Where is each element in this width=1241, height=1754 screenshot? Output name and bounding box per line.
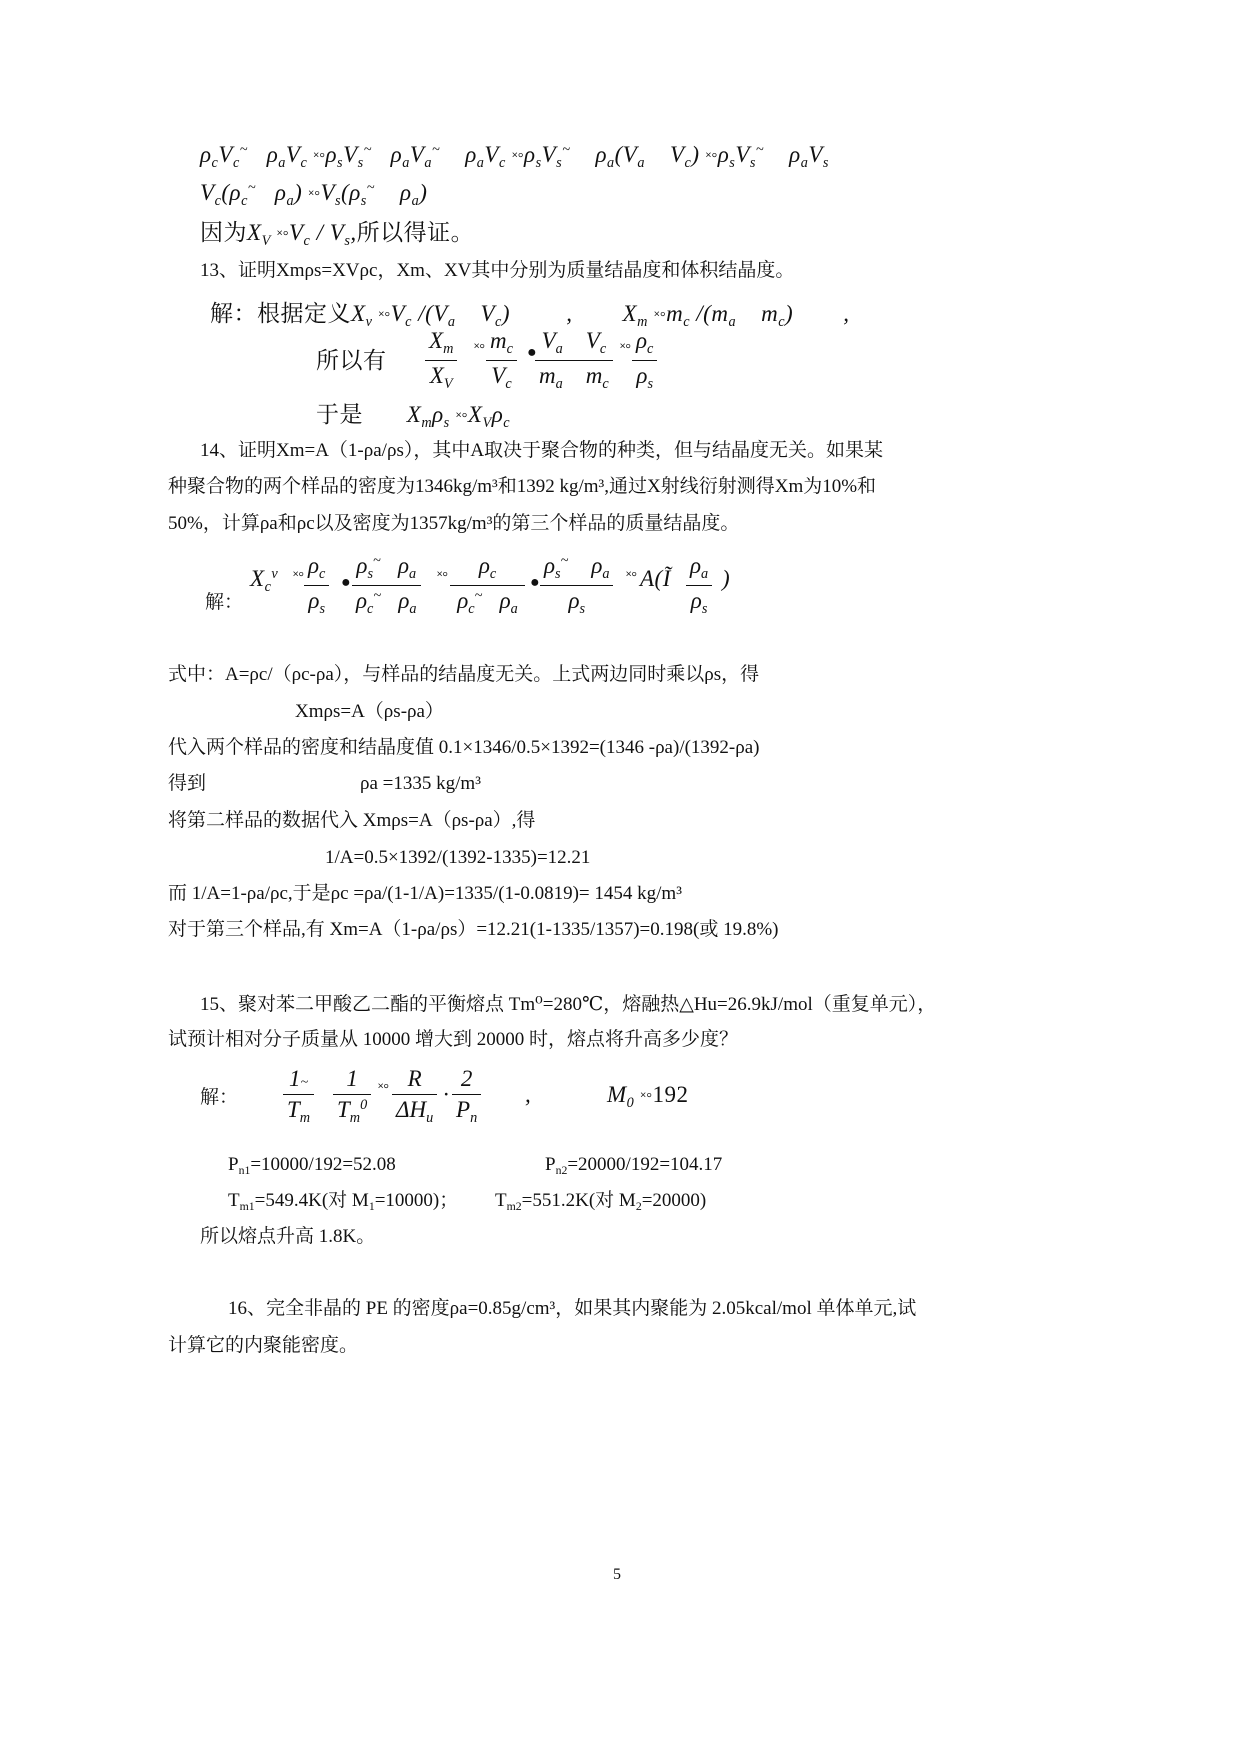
proof-equation-line-1: $\rho_cV_c^\sim$ $\rho_aV_c$ $˟^\circ\rho_sV_s^\sim$ $\rho_aV_a^\sim$ $\rho_aV_c$ $˟^\circ\rho_sV_s^\sim$ $\rho_a(V_a$ $V_c$) $˟^\circ\rho_sV_s^\sim$ $\rho_aV_s$ — [200, 142, 829, 171]
q14-close-paren: ) — [722, 566, 731, 591]
q15-dot: · — [443, 1082, 450, 1107]
q15-frac-1-tm: 1~ $T_m$ — [283, 1066, 314, 1127]
q14-question-line-2: 种聚合物的两个样品的密度为1346kg/m³和1392 kg/m³,通过X射线衍射测得Xm为10%和 — [168, 476, 877, 497]
q14-question-line-1: 14、证明Xm=A（1-ρa/ρs），其中A取决于聚合物的种类，但与结晶度无关。如果某 — [200, 440, 884, 461]
q14-line-4-label: 得到 — [168, 773, 207, 794]
q15-m0: $M_0$ ˟°192 — [607, 1082, 689, 1111]
q13-therefore-label: 所以有 — [316, 348, 387, 374]
q13-frac-rho: $\rho_c$ $\rho_s$ — [632, 328, 657, 393]
q13-question: 13、证明Xmρs=XVρc，Xm、XV其中分别为质量结晶度和体积结晶度。 — [200, 260, 795, 281]
q15-pn1: $P_{n1}=10000/192=52.08$ — [228, 1154, 396, 1178]
q14-line-1: 式中：A=ρc/（ρc-ρa），与样品的结晶度无关。上式两边同时乘以ρs，得 — [168, 664, 760, 685]
q15-comma: , — [525, 1082, 532, 1107]
q14-frac-rho-a-s: $\rho_a$ $\rho_s$ — [686, 553, 712, 618]
q14-line-8: 对于第三个样品,有 Xm=A（1-ρa/ρs）=12.21(1-1335/1357)=0.198(或 19.8%) — [168, 919, 779, 940]
q14-line-3: 代入两个样品的密度和结晶度值 0.1×1346/0.5×1392=(1346 -ρa)/(1392-ρa) — [168, 737, 760, 758]
q13-frac-xm-xv: $X_m$ $X_V$ — [425, 328, 457, 393]
q14-line-4-value: ρa =1335 kg/m³ — [360, 773, 481, 794]
q14-frac-diff: $\rho_s^\sim$ $\rho_a$ $\rho_c^\sim$ $\rho_a$ — [352, 553, 421, 618]
q15-question-line-1: 15、聚对苯二甲酸乙二酯的平衡熔点 Tm⁰=280℃，熔融热△Hu=26.9kJ/mol（重复单元）， — [200, 994, 937, 1015]
approx-symbol: ˟° — [626, 570, 637, 585]
q14-a-term: A(Ĩ — [640, 566, 671, 591]
q14-frac-rho-c-s: $\rho_c$ $\rho_s$ — [304, 553, 329, 618]
q13-solution-label: 解：根据定义 — [210, 301, 351, 327]
q15-tm2: $T_{m2}=551.2K$(对 $M_2=20000$) — [495, 1190, 707, 1214]
approx-symbol: ˟° — [437, 570, 448, 585]
q15-frac-1-tm0: 1 $T_m^0$ — [333, 1066, 371, 1127]
q14-line-2: Xmρs=A（ρs-ρa） — [295, 701, 444, 722]
dot-operator: ● — [341, 574, 351, 591]
q13-frac-v-m: $V_a$ $V_c$ $m_a$ $m_c$ — [535, 328, 613, 393]
q13-result: 于是 $X_m\rho_s$ $˟^\circ X_V\rho_c$ — [316, 402, 511, 431]
q15-conclusion: 所以熔点升高 1.8K。 — [200, 1226, 376, 1247]
q14-solution-label: 解： — [205, 592, 244, 613]
approx-symbol: ˟° — [620, 342, 631, 357]
approx-symbol: ˟° — [474, 342, 485, 357]
q14-line-6: 1/A=0.5×1392/(1392-1335)=12.21 — [325, 847, 591, 868]
q16-question-line-1: 16、完全非晶的 PE 的密度ρa=0.85g/cm³，如果其内聚能为 2.05kcal/mol 单体单元,试 — [228, 1298, 917, 1319]
approx-symbol: ˟° — [293, 570, 304, 585]
q13-definitions: 解：根据定义$X_v$ $˟^\circ V_c$ $/(V_a$ $V_c$) , $X_m$ $˟^\circ m_c$ $/(m_a$ $m_c$) , — [210, 301, 850, 330]
q16-question-line-2: 计算它的内聚能密度。 — [168, 1335, 359, 1356]
proof-conclusion: 因为$X_V$ $˟^\circ V_c / V_s$,所以得证。 — [200, 220, 475, 249]
dot-operator: ● — [527, 344, 537, 361]
q14-xc: $X_c^v$ — [250, 566, 279, 595]
q15-pn2: $P_{n2}=20000/192=104.17$ — [545, 1154, 723, 1178]
q15-question-line-2: 试预计相对分子质量从 10000 增大到 20000 时，熔点将升高多少度？ — [168, 1029, 739, 1050]
q14-frac-a: $\rho_c$ $\rho_c^\sim$ $\rho_a$ — [450, 553, 525, 618]
page-number: 5 — [613, 1566, 621, 1583]
dot-operator: ● — [530, 574, 540, 591]
q14-line-7: 而 1/A=1-ρa/ρc,于是ρc =ρa/(1-1/A)=1335/(1-0.0819)= 1454 kg/m³ — [168, 883, 682, 904]
q14-question-line-3: 50%，计算ρa和ρc以及密度为1357kg/m³的第三个样品的质量结晶度。 — [168, 513, 740, 534]
q15-tm1: $T_{m1}=549.4K$(对 $M_1=10000$)； — [228, 1190, 459, 1214]
approx-symbol: ˟° — [378, 1082, 389, 1097]
q15-frac-r-hu: R $\Delta H_u$ — [392, 1066, 437, 1127]
q15-solution-label: 解： — [200, 1087, 239, 1108]
q14-line-5: 将第二样品的数据代入 Xmρs=A（ρs-ρa）,得 — [168, 810, 536, 831]
q15-frac-2-pn: 2 $P_n$ — [452, 1066, 481, 1127]
q14-frac-rho-s: $\rho_s^\sim$ $\rho_a$ $\rho_s$ — [540, 553, 613, 618]
proof-equation-line-2: $V_c(\rho_c^\sim$ $\rho_a$) $˟^\circ V_s(\rho_s^\sim$ $\rho_a$) — [200, 180, 428, 209]
q13-frac-mc-vc: $m_c$ $V_c$ — [486, 328, 517, 393]
